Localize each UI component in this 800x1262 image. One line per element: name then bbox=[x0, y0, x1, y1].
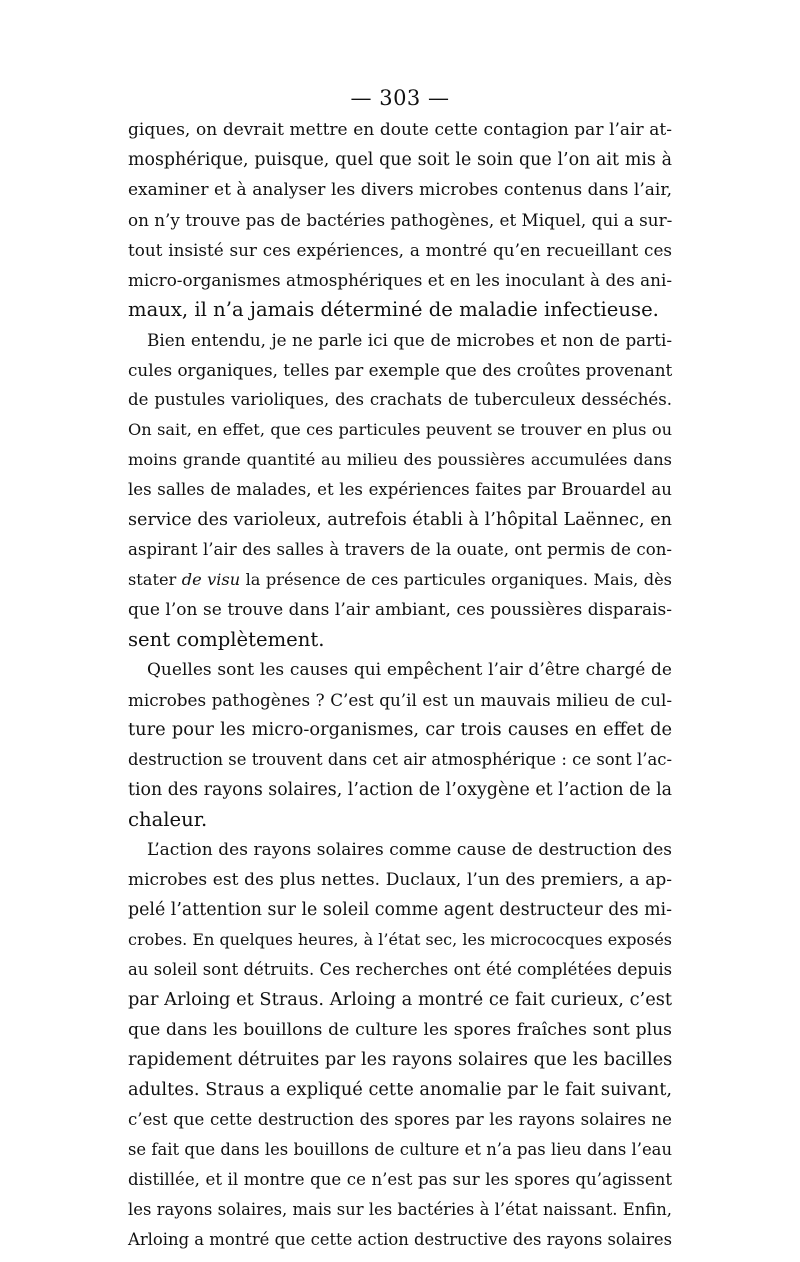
text-line: que l’on se trouve dans l’air ambiant, ces poussières disparais- bbox=[128, 600, 672, 620]
text-line: les rayons solaires, mais sur les bactéries à l’état naissant. Enfin, bbox=[128, 1200, 672, 1219]
text-line: pelé l’attention sur le soleil comme agent destructeur des mi- bbox=[128, 900, 672, 920]
line-segment: stater bbox=[128, 570, 177, 589]
text-line: cules organiques, telles par exemple que des croûtes provenant bbox=[128, 360, 673, 380]
text-line: examiner et à analyser les divers microbes contenus dans l’air, bbox=[128, 180, 672, 200]
text-line: Quelles sont les causes qui empêchent l’air d’être chargé de bbox=[147, 660, 672, 680]
text-line: crobes. En quelques heures, à l’état sec, les micrococques exposés bbox=[128, 930, 672, 949]
text-line: au soleil sont détruits. Ces recherches ont été complétées depuis bbox=[128, 960, 672, 979]
text-line: c’est que cette destruction des spores par les rayons solaires ne bbox=[128, 1110, 672, 1129]
text-line: distillée, et il montre que ce n’est pas sur les spores qu’agissent bbox=[128, 1170, 672, 1189]
text-line: L’action des rayons solaires comme cause de destruction des bbox=[147, 840, 672, 860]
text-line: microbes pathogènes ? C’est qu’il est un mauvais milieu de cul- bbox=[128, 690, 672, 710]
text-line: aspirant l’air des salles à travers de la ouate, ont permis de con- bbox=[128, 540, 672, 559]
text-line: par Arloing et Straus. Arloing a montré ce fait curieux, c’est bbox=[128, 989, 672, 1010]
text-line: que dans les bouillons de culture les spores fraîches sont plus bbox=[128, 1020, 672, 1040]
text-line: tout insisté sur ces expériences, a montré qu’en recueillant ces bbox=[128, 240, 672, 260]
text-line: de pustules varioliques, des crachats de tuberculeux desséchés. bbox=[128, 390, 672, 409]
text-line: rapidement détruites par les rayons solaires que les bacilles bbox=[128, 1049, 673, 1070]
text-line: service des varioleux, autrefois établi à l’hôpital Laënnec, en bbox=[128, 510, 672, 530]
line-segment: la présence de ces particules organiques. Mais, dès bbox=[245, 570, 672, 589]
text-line: maux, il n’a jamais déterminé de maladie infectieuse. bbox=[128, 298, 659, 321]
page-number: — 303 — bbox=[350, 86, 450, 110]
text-line bbox=[128, 565, 672, 595]
text-line: destruction se trouvent dans cet air atmosphérique : ce sont l’ac- bbox=[128, 750, 672, 769]
text-line: se fait que dans les bouillons de culture et n’a pas lieu dans l’eau bbox=[128, 1140, 672, 1159]
text-line: giques, on devrait mettre en doute cette contagion par l’air at- bbox=[128, 120, 672, 140]
text-line: ture pour les micro-organismes, car trois causes en effet de bbox=[128, 719, 672, 740]
text-line: micro-organismes atmosphériques et en les inoculant à des ani- bbox=[128, 270, 672, 290]
text-line: Bien entendu, je ne parle ici que de microbes et non de parti- bbox=[147, 330, 672, 350]
text-line: chaleur. bbox=[128, 808, 208, 831]
text-line: microbes est des plus nettes. Duclaux, l’un des premiers, a ap- bbox=[128, 870, 672, 890]
text-line: adultes. Straus a expliqué cette anomalie par le fait suivant, bbox=[128, 1079, 672, 1100]
italic-phrase: de visu bbox=[181, 570, 241, 589]
text-line: on n’y trouve pas de bactéries pathogènes, et Miquel, qui a sur- bbox=[128, 210, 673, 230]
text-line: tion des rayons solaires, l’action de l’oxygène et l’action de la bbox=[128, 780, 672, 800]
text-line: On sait, en effet, que ces particules peuvent se trouver en plus ou bbox=[128, 420, 672, 439]
text-line: les salles de malades, et les expériences faites par Brouardel au bbox=[128, 480, 672, 499]
text-line: moins grande quantité au milieu des poussières accumulées dans bbox=[128, 450, 672, 469]
text-line: Arloing a montré que cette action destructive des rayons solaires bbox=[128, 1230, 672, 1249]
text-line: mosphérique, puisque, quel que soit le soin que l’on ait mis à bbox=[128, 150, 672, 170]
text-line: sent complètement. bbox=[128, 628, 325, 651]
